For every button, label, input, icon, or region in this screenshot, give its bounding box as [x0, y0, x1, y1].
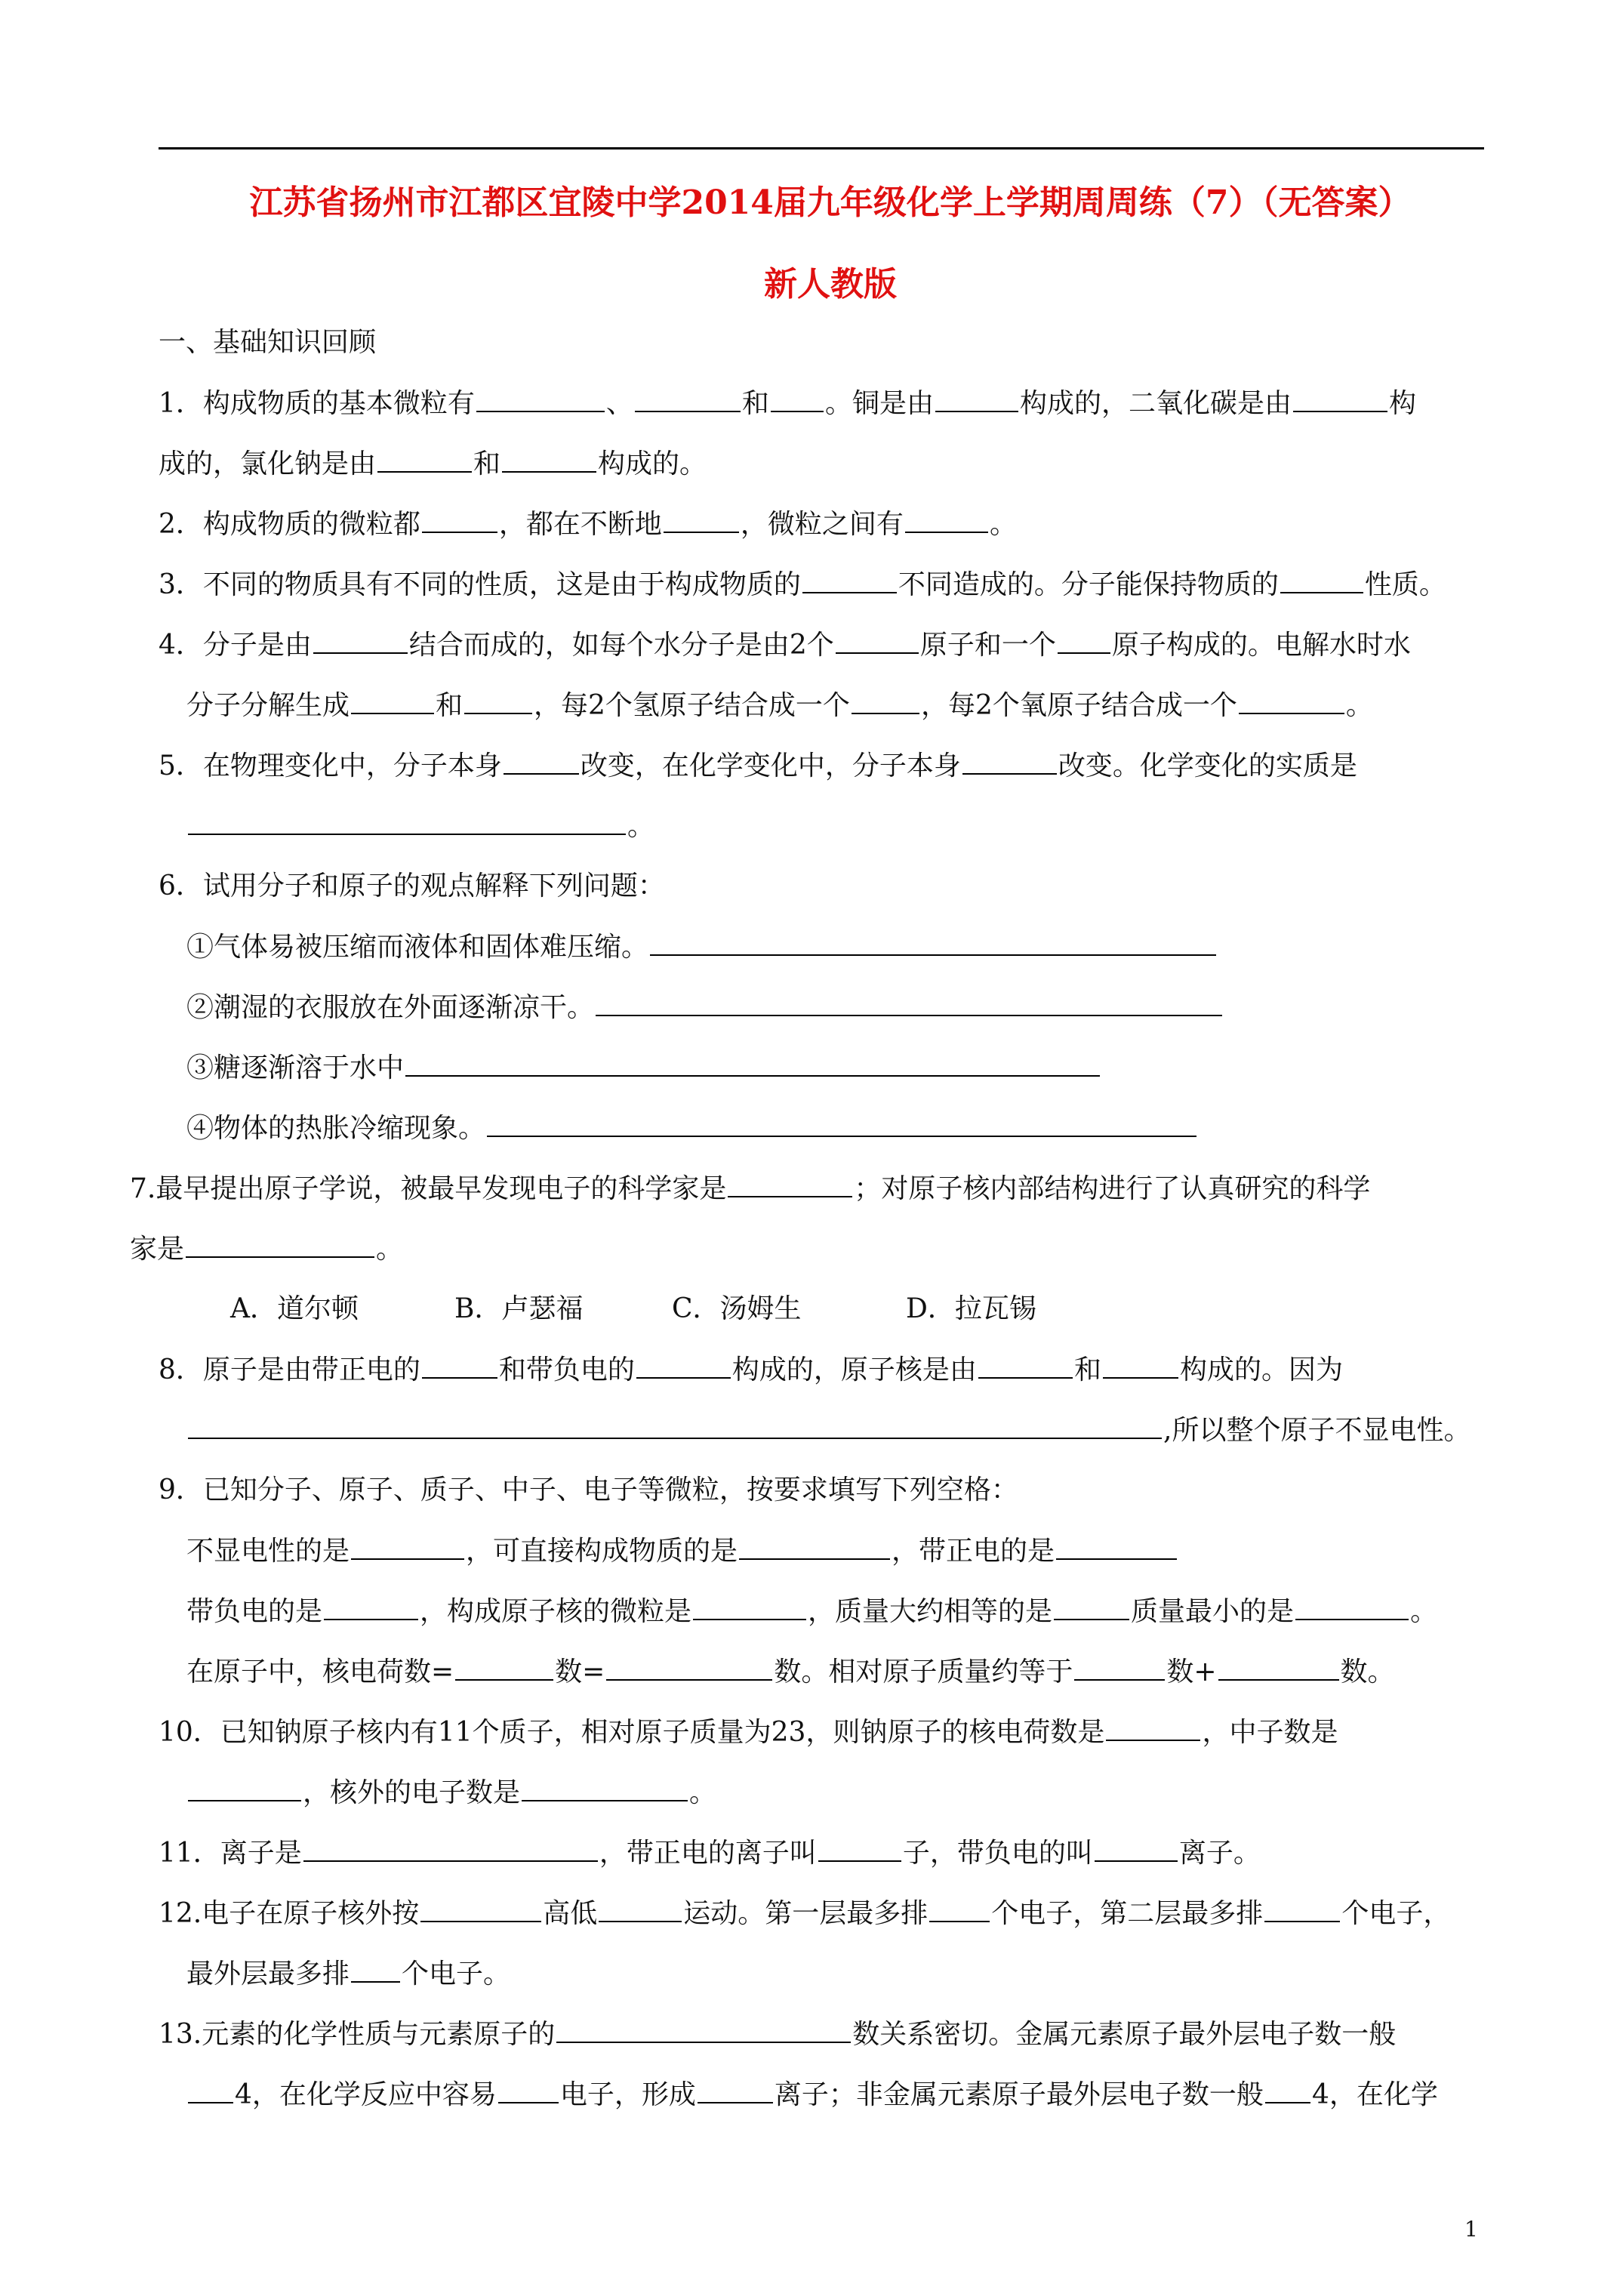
- answer-blank[interactable]: [929, 1897, 990, 1922]
- answer-blank[interactable]: [324, 1595, 418, 1620]
- document-title-line1: 江苏省扬州市江都区宜陵中学2014届九年级化学上学期周周练（7）（无答案）: [249, 183, 1412, 222]
- answer-blank[interactable]: [935, 387, 1018, 412]
- question-8-line1: 8．原子是由带正电的 和带负电的 构成的，原子核是由 和 构成的。因为: [159, 1354, 1343, 1385]
- question-6-stem: 6．试用分子和原子的观点解释下列问题：: [159, 871, 665, 901]
- answer-blank[interactable]: [1074, 1655, 1165, 1681]
- document-title-line2: 新人教版: [764, 265, 897, 304]
- question-4-line2: 分子分解生成 和 ，每2个氢原子结合成一个 ，每2个氧原子结合成一个 。: [186, 690, 1373, 721]
- question-10-line1: 10．已知钠原子核内有11个质子，相对原子质量为23，则钠原子的核电荷数是 ，中子数是: [159, 1717, 1338, 1748]
- question-13-line2: 4，在化学反应中容易 电子，形成 离子；非金属元素原子最外层电子数一般 4，在化学: [186, 2078, 1438, 2112]
- answer-blank[interactable]: [693, 1595, 806, 1620]
- answer-blank[interactable]: [303, 1836, 598, 1862]
- answer-blank[interactable]: [852, 689, 919, 714]
- question-9-stem: 9．已知分子、原子、质子、中子、电子等微粒，按要求填写下列空格：: [159, 1475, 1018, 1505]
- answer-blank[interactable]: [739, 1534, 890, 1560]
- answer-blank[interactable]: [476, 387, 605, 412]
- answer-blank[interactable]: [188, 809, 626, 835]
- answer-blank[interactable]: [606, 1655, 772, 1681]
- answer-blank[interactable]: [502, 447, 596, 473]
- answer-blank[interactable]: [522, 1776, 688, 1801]
- question-13-line1: 13.元素的化学性质与元素原子的 数关系密切。金属元素原子最外层电子数一般: [159, 2019, 1397, 2050]
- question-7-option-d[interactable]: D．拉瓦锡: [906, 1293, 1036, 1324]
- answer-blank[interactable]: [978, 1353, 1073, 1379]
- question-1-line1: 1．构成物质的基本微粒有 、 和 。铜是由 构成的，二氧化碳是由 构: [159, 388, 1416, 419]
- answer-blank[interactable]: [664, 507, 739, 533]
- answer-blank[interactable]: [422, 507, 497, 533]
- question-1-line2: 成的，氯化钠是由 和 构成的。: [159, 448, 707, 479]
- question-7-option-c[interactable]: C．汤姆生: [672, 1293, 802, 1324]
- answer-blank[interactable]: [1265, 2078, 1310, 2103]
- answer-blank[interactable]: [1239, 689, 1344, 714]
- answer-blank[interactable]: [188, 1776, 301, 1801]
- answer-blank[interactable]: [636, 1353, 731, 1379]
- answer-blank[interactable]: [1218, 1655, 1339, 1681]
- header-rule: [159, 147, 1484, 149]
- answer-blank[interactable]: [188, 1413, 1162, 1439]
- question-5-line2: 。: [186, 809, 654, 843]
- answer-blank[interactable]: [650, 930, 1216, 956]
- answer-blank[interactable]: [1056, 1534, 1177, 1560]
- answer-blank[interactable]: [351, 1534, 464, 1560]
- answer-blank[interactable]: [635, 387, 741, 412]
- answer-blank[interactable]: [455, 1655, 553, 1681]
- question-9-line2: 不显电性的是 ，可直接构成物质的是 ，带正电的是: [186, 1534, 1178, 1568]
- question-7-line2: 家是 。: [130, 1234, 404, 1265]
- answer-blank[interactable]: [405, 1051, 1100, 1077]
- answer-blank[interactable]: [351, 689, 434, 714]
- answer-blank[interactable]: [487, 1111, 1196, 1137]
- question-12-line1: 12.电子在原子核外按 高低 运动。第一层最多排 个电子，第二层最多排 个电子，: [159, 1898, 1451, 1929]
- question-6-a: ①气体易被压缩而液体和固体难压缩。: [186, 930, 1218, 964]
- answer-blank[interactable]: [313, 628, 408, 654]
- question-7-line1: 7.最早提出原子学说，被最早发现电子的科学家是 ；对原子核内部结构进行了认真研究的科学: [130, 1173, 1371, 1204]
- question-11: 11．离子是 ，带正电的离子叫 子，带负电的叫 离子。: [159, 1838, 1261, 1869]
- question-6-b: ②潮湿的衣服放在外面逐渐凉干。: [186, 991, 1224, 1025]
- answer-blank[interactable]: [188, 2078, 233, 2103]
- answer-blank[interactable]: [377, 447, 472, 473]
- question-7-option-a[interactable]: A．道尔顿: [230, 1293, 359, 1324]
- answer-blank[interactable]: [504, 749, 579, 775]
- answer-blank[interactable]: [596, 991, 1222, 1016]
- answer-blank[interactable]: [698, 2078, 773, 2103]
- answer-blank[interactable]: [1293, 387, 1387, 412]
- question-8-line2: ,所以整个原子不显电性。: [186, 1413, 1471, 1447]
- answer-blank[interactable]: [556, 2017, 851, 2043]
- answer-blank[interactable]: [836, 628, 919, 654]
- answer-blank[interactable]: [1280, 568, 1363, 593]
- answer-blank[interactable]: [1106, 1715, 1200, 1741]
- answer-blank[interactable]: [962, 749, 1057, 775]
- question-9-line4: 在原子中，核电荷数= 数= 数。相对原子质量约等于 数+ 数。: [186, 1657, 1395, 1687]
- question-5-line1: 5．在物理变化中，分子本身 改变，在化学变化中，分子本身 改变。化学变化的实质是: [159, 750, 1357, 781]
- question-9-line3: 带负电的是 ，构成原子核的微粒是 ，质量大约相等的是 质量最小的是 。: [186, 1596, 1438, 1627]
- answer-blank[interactable]: [802, 568, 897, 593]
- answer-blank[interactable]: [771, 387, 824, 412]
- answer-blank[interactable]: [422, 1353, 497, 1379]
- answer-blank[interactable]: [1054, 1595, 1129, 1620]
- question-6-c: ③糖逐渐溶于水中: [186, 1051, 1101, 1085]
- answer-blank[interactable]: [1095, 1836, 1178, 1862]
- question-6-d: ④物体的热胀冷缩现象。: [186, 1111, 1198, 1145]
- answer-blank[interactable]: [351, 1957, 400, 1983]
- answer-blank[interactable]: [186, 1232, 374, 1258]
- answer-blank[interactable]: [1295, 1595, 1409, 1620]
- answer-blank[interactable]: [1264, 1897, 1340, 1922]
- question-10-line2: ，核外的电子数是 。: [186, 1776, 716, 1810]
- answer-blank[interactable]: [1103, 1353, 1178, 1379]
- answer-blank[interactable]: [905, 507, 988, 533]
- page-number: 1: [1464, 2217, 1478, 2242]
- question-4-line1: 4．分子是由 结合而成的，如每个水分子是由2个 原子和一个 原子构成的。电解水时水: [159, 630, 1411, 661]
- question-7-option-b[interactable]: B．卢瑟福: [454, 1293, 584, 1324]
- answer-blank[interactable]: [818, 1836, 901, 1862]
- answer-blank[interactable]: [420, 1897, 541, 1922]
- answer-blank[interactable]: [599, 1897, 682, 1922]
- answer-blank[interactable]: [464, 689, 532, 714]
- section-heading: 一、基础知识回顾: [159, 327, 377, 358]
- question-3: 3．不同的物质具有不同的性质，这是由于构成物质的 不同造成的。分子能保持物质的 性质。: [159, 569, 1446, 600]
- answer-blank[interactable]: [728, 1172, 852, 1197]
- answer-blank[interactable]: [1058, 628, 1110, 654]
- question-12-line2: 最外层最多排 个电子。: [186, 1959, 511, 1989]
- question-2: 2．构成物质的微粒都 ，都在不断地 ，微粒之间有 。: [159, 509, 1017, 540]
- answer-blank[interactable]: [498, 2078, 559, 2103]
